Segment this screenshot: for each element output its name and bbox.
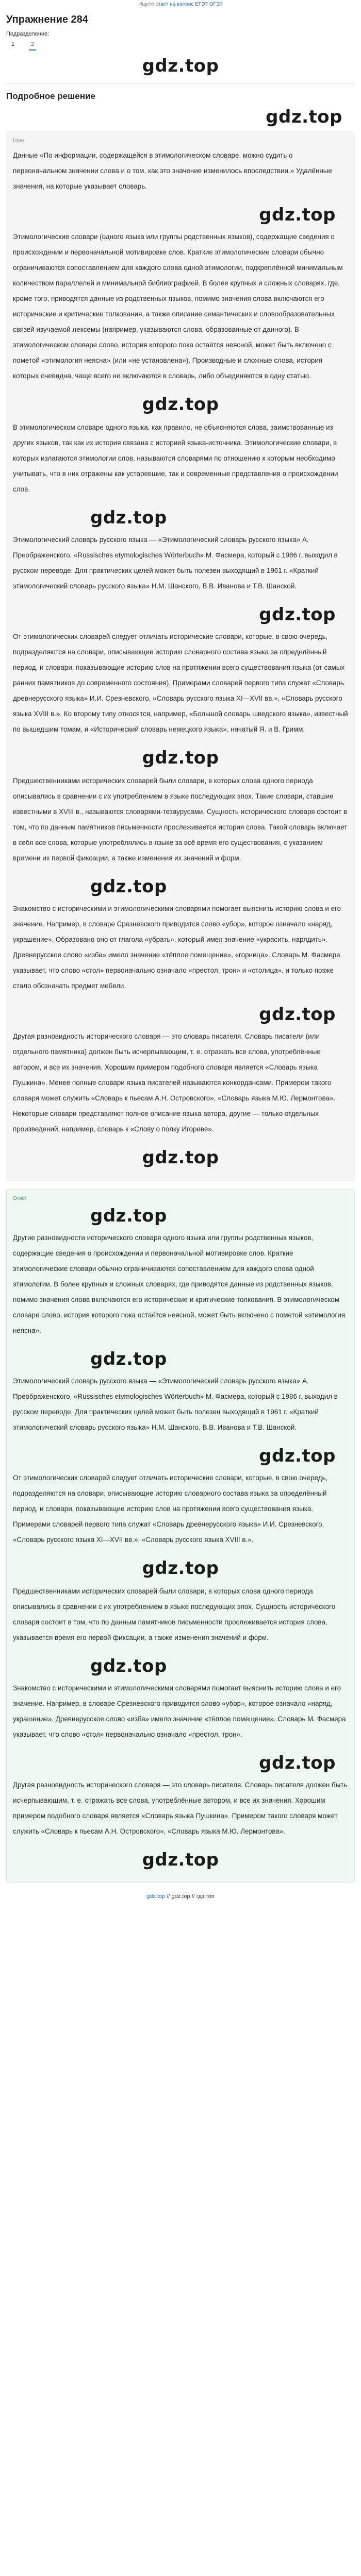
- watermark: gdz.top: [90, 876, 167, 897]
- paragraph: Этимологический словарь русского языка — «Этимологический словарь русского языка» А. Преображенского, «Russisches etymologisches Wörterbuch» М. Фасмера, который с 1986 г. выходил в русском переводе. Для практических целей может быть полезен выходящий в 1961 г. «Краткий этимологический словарь русского языка» Н.М. Шанского, В.В. Иванова и Т.В. Шанской.: [13, 536, 338, 590]
- watermark: gdz.top: [259, 1446, 336, 1466]
- watermark: gdz.top: [259, 205, 336, 225]
- watermark: gdz.top: [142, 1558, 219, 1579]
- solution-blocks: [6, 131, 355, 1883]
- tab-2[interactable]: 2: [29, 40, 36, 50]
- block-badge: Ответ: [13, 1196, 27, 1201]
- exercise-title: Упражнение 284: [6, 14, 88, 25]
- top-notice-link[interactable]: ответ на вопрос ЕГЭ? ОГЭ?: [155, 2, 223, 7]
- watermark: gdz.top: [142, 56, 219, 76]
- footer: [6, 1893, 355, 1900]
- paragraph: Предшественниками исторических словарей были словари, в которых слова одного периода описывались в сравнении с их употреблением в языке последующих эпох. Сущность исторического словаря состоит в том, что по данным памятников письменности прослеживается история слова, указывается время его первой фиксации, а также изменения значений и форм.: [13, 1587, 336, 1641]
- watermark: gdz.top: [259, 604, 336, 625]
- watermark: gdz.top: [90, 507, 167, 528]
- watermark: gdz.top: [142, 1147, 219, 1168]
- watermark: gdz.top: [90, 1206, 167, 1226]
- paragraph: Этимологические словари (одного языка или группы родственных языков), содержащие сведения о происхождении и первоначальной мотивировке слов. Краткие этимологические словари обычно ограничиваются сопоставлением для каждого слова одной этимологии, подкреплённой минимальным количеством параллелей и минимальной библиографией. В более крупных и сложных словарях, где, кроме того, приводятся данные из родственных языков, помимо значения слова включаются его исторические и критические толкования, а также описание семантических и словообразовательных связей изучаемой лексемы (например, указываются слова, образованные от данного). В этимологическом словаре слово, история которого пока остаётся неясной, может быть включено с пометой «этимология неясна» (или «не установлена»). Производные и сложные слова, история которых очевидна, чаще всего не включаются в словарь, либо объединяются в одну статью.: [13, 233, 343, 380]
- page: [0, 10, 361, 1900]
- top-notice-prefix: Ищете: [138, 2, 156, 7]
- watermark: gdz.top: [259, 1753, 336, 1773]
- paragraph: От этимологических словарей следует отличать исторические словари, которые, в свою очередь, подразделяются на словари, описывающие историю словарного состава языка за определённый период, и словари, показывающие историю слов на протяжении всего существования языка (от самых ранних памятников до современного состояния). Примерами словарей первого типа служат «Словарь древнерусского языка» И.И. Срезневского, «Словарь русского языка XI—XVII вв.», «Словарь русского языка XVIII в.». Ко второму типу относятся, например, «Большой словарь шведского языка», известный по вышедшим томам, и «Исторический словарь немецкого языка», начатый Я. и В. Гримм.: [13, 633, 348, 733]
- watermark: gdz.top: [142, 394, 219, 415]
- paragraph: Этимологический словарь русского языка — «Этимологический словарь русского языка» А. Преображенского, «Russisches etymologisches Wörterbuch» М. Фасмера, который с 1986 г. выходил в русском переводе. Для практических целей может быть полезен выходящий в 1961 г. «Краткий этимологический словарь русского языка» Н.М. Шанского, В.В. Иванова и Т.В. Шанской.: [13, 1377, 338, 1431]
- watermark: gdz.top: [259, 1004, 336, 1025]
- watermark: gdz.top: [142, 1850, 219, 1870]
- paragraph: Знакомство с историческими и этимологическими словарями помогает выяснить историю слова и его значение. Например, в словаре Срезневского приводится слово «убор», которое означало «наряд, украшение». Образовано оно от глагола «убрать», который имел значение «украсить, нарядить». Древнерусское слово «изба» имело значение «тёплое помещение», «горница». Словарь М. Фасмера указывает, что слово «стол» первоначально означало «престол, трон» и «столица», и только позже стало обозначать предмет мебели.: [13, 905, 341, 990]
- exercise-tabs: [9, 40, 355, 50]
- solution-block: [6, 131, 355, 1181]
- block-badge: Горе: [13, 138, 24, 144]
- tab-1[interactable]: 1: [11, 41, 15, 47]
- footer-suffix: // gdz.top // гдз.топ: [165, 1893, 215, 1900]
- watermark: gdz.top: [90, 1349, 167, 1369]
- paragraph: В этимологическом словаре одного языка, как правило, не объясняются слова, заимствованные из других языков, так как их история связана с историей языка-источника. Этимологические словари, в которых излагаются этимологии слов, называются словарями по отношению к которым необходимо учитывать, что в них отражены как устаревшие, так и современные представления о происхождении слов.: [13, 423, 338, 493]
- section-label: Подразделение:: [6, 31, 50, 37]
- watermark: gdz.top: [142, 748, 219, 768]
- paragraph: Предшественниками исторических словарей были словари, в которых слова одного периода описывались в сравнении с их употреблением в языке последующих эпох. Такие словари, ставшие известными в XVIII в., называются словарями-тезаурусами. Сущность исторического словаря состоит в том, что по данным памятников письменности прослеживается история слова. Такой словарь включает в себя все слова, которые употреблялись в языке за всё время его существования, с указанием времени их первой фиксации, а также изменения их значений и форм.: [13, 777, 348, 862]
- watermark: gdz.top: [90, 1656, 167, 1676]
- paragraph: Другие разновидности исторического словаря одного языка или группы родственных языков, содержащие сведения о происхождении и первоначальной мотивировке слов. Краткие этимологические словари обычно ограничиваются сопоставлением для каждого слова одной этимологии. В более крупных и сложных словарях, где приводятся данные из родственных языков, помимо значения слова включаются его исторические и критические толкования. В этимологическом словаре слово, история которого пока остаётся неясной, может быть включено с пометой «этимология неясна».: [13, 1234, 346, 1334]
- divider: [6, 83, 355, 84]
- paragraph: Другая разновидность исторического словаря — это словарь писателя. Словарь писателя должен быть исчерпывающим, т. е. отражать все слова, употреблённые автором, и все их значения. Хорошим примером подобного словаря является «Словарь языка Пушкина». Примером такого словаря может служить «Словарь к пьесам А.Н. Островского», «Словарь языка М.Ю. Лермонтова».: [13, 1781, 348, 1835]
- paragraph: Данные «По информации, содержащейся в этимологическом словаре, можно судить о первоначальном значении слова и о том, как это значение изменилось впоследствии.» Удалённые значения, на которые указывает словарь.: [13, 151, 332, 190]
- paragraph: Знакомство с историческими и этимологическими словарями помогает выяснить историю слова и его значение. Например, в словаре Срезневского приводится слово «убор», которое означало «наряд, украшение». Древнерусское слово «изба» имело значение «тёплое помещение». Словарь М. Фасмера указывает, что слово «стол» первоначально означало «престол, трон».: [13, 1684, 346, 1738]
- solution-title: Подробное решение: [6, 91, 95, 101]
- answer-block: [6, 1189, 355, 1883]
- paragraph: Другая разновидность исторического словаря — это словарь писателя. Словарь писателя (или отдельного памятника) должен быть исчерпывающим, т. е. отражать все слова, употреблённые автором, и все их значения. Хорошим примером подобного словаря является «Словарь языка Пушкина». Менее полные словари языка писателей называются конкордансами. Примером такого словаря может служить «Словарь к пьесам А.Н. Островского», «Словарь языка М.Ю. Лермонтова». Некоторые словари представляют полное описание языка автора, другие — только отдельных произведений, например, словарь к «Слову о полку Игореве».: [13, 1032, 336, 1133]
- footer-link[interactable]: gdz.top: [146, 1893, 166, 1900]
- watermark: gdz.top: [266, 107, 342, 127]
- top-notice: [0, 0, 361, 10]
- paragraph: От этимологических словарей следует отличать исторические словари, которые, в свою очередь, подразделяются на словари, описывающие историю словарного состава языка за определённый период, и словари, показывающие историю слов на протяжении всего существования языка. Примерами словарей первого типа служат «Словарь древнерусского языка» И.И. Срезневского, «Словарь русского языка XI—XVII вв.», «Словарь русского языка XVIII в.».: [13, 1474, 328, 1544]
